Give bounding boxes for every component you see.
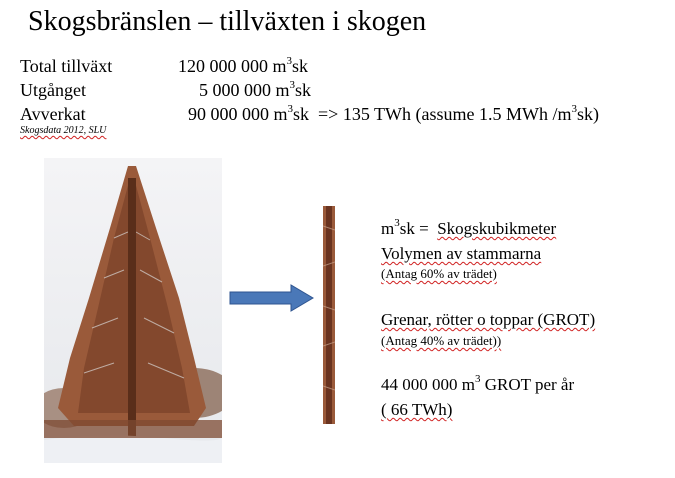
- stat-label: Avverkat: [20, 104, 86, 124]
- grot-twh: ( 66 TWh): [381, 400, 453, 419]
- grot-note: (Antag 40% av trädet)): [381, 333, 502, 348]
- volume-note: (Antag 60% av trädet): [381, 266, 497, 281]
- grot-text: Grenar, rötter o toppar (GROT): [381, 310, 596, 329]
- stat-label: Utgånget: [20, 80, 86, 100]
- tree-photo: [44, 158, 222, 463]
- page-title: Skogsbränslen – tillväxten i skogen: [28, 6, 427, 37]
- m3sk-definition: $m^3sk$ = Skogskubikmeter: [381, 217, 557, 238]
- grot-amount: 44 000 000 $m^3$ GROT per år: [381, 373, 575, 394]
- stat-label: Total tillväxt: [20, 56, 113, 76]
- stat-value: 90 000 000 $m^3sk => 135$ TWh (assume 1.5 MWh $/m^3sk$): [188, 103, 599, 124]
- stat-value: 5 000 000 $m^3sk$: [199, 79, 312, 100]
- trunk-crop-image: [323, 206, 335, 424]
- volume-text: Volymen av stammarna: [381, 244, 542, 263]
- stat-value: 120 000 000 $m^3sk$: [178, 55, 309, 76]
- source-citation: Skogsdata 2012, SLU: [20, 125, 107, 136]
- right-arrow-icon: [229, 284, 315, 312]
